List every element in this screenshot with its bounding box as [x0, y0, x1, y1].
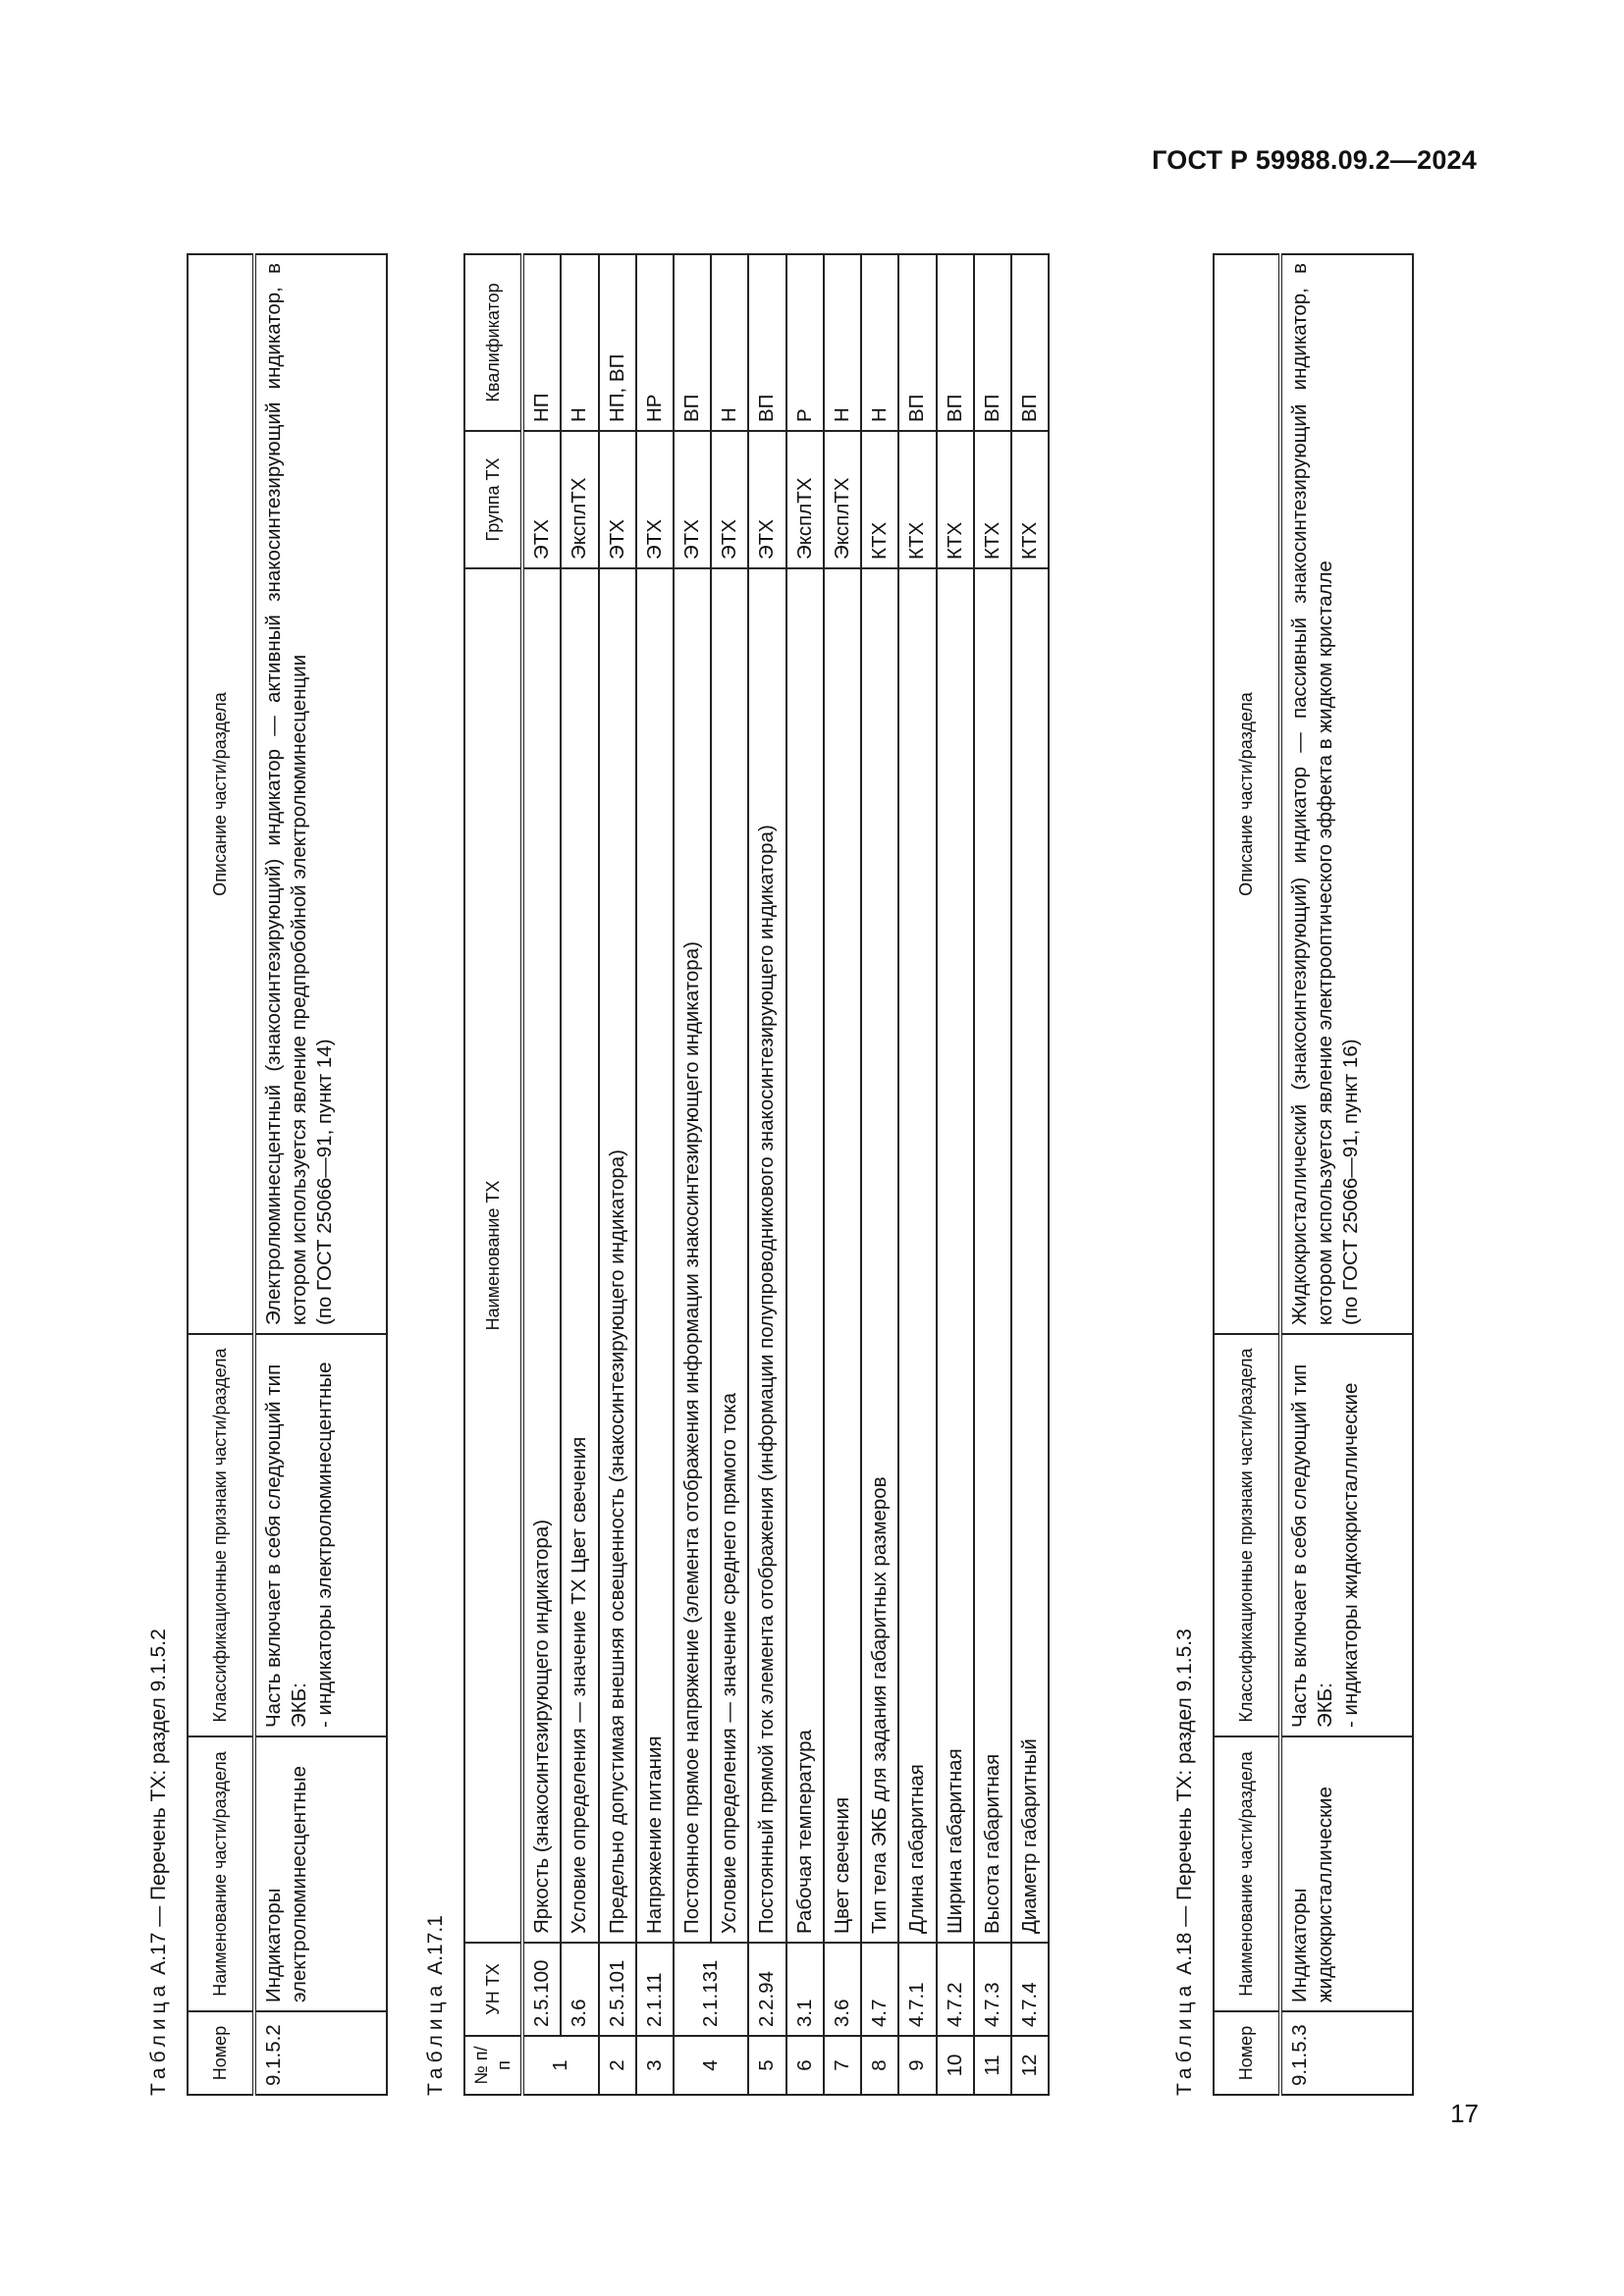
row-number: 6 [786, 2036, 824, 2095]
part-name: Индикаторы жидкокристаллические [1280, 1736, 1413, 2011]
part-name: Индикаторы электролюминесцентные [254, 1736, 387, 2011]
row-name: Тип тела ЭКБ для задания габаритных размеров [861, 568, 898, 1943]
part-number: 9.1.5.3 [1280, 2011, 1413, 2095]
row-number: 2 [599, 2036, 636, 2095]
header-number: Номер [1214, 2011, 1280, 2095]
header-classification: Классификационные признаки части/раздела [1214, 1334, 1280, 1736]
header-part-name: Наименование части/раздела [1214, 1736, 1280, 2011]
table-a17-1-caption: Таблица А.17.1 [424, 1915, 447, 2096]
row-group: КТХ [974, 431, 1011, 568]
part-classification: Часть включает в себя следующий тип ЭКБ: - индикаторы электролюминесцентные [254, 1334, 387, 1736]
row-group: ЭТХ [674, 431, 711, 568]
header-description: Описание части/раздела [188, 254, 254, 1334]
row-qualifier: ВП [748, 254, 785, 431]
part-classification: Часть включает в себя следующий тип ЭКБ: - индикаторы жидкокристаллические [1280, 1334, 1413, 1736]
row-qualifier: Н [711, 254, 748, 431]
row-name: Рабочая температура [786, 568, 824, 1943]
header-description: Описание части/раздела [1214, 254, 1280, 1334]
row-name: Условие определения — значение среднего прямого тока [711, 568, 748, 1943]
row-name: Условие определения — значение ТХ Цвет свечения [561, 568, 598, 1943]
row-group: КТХ [861, 431, 898, 568]
table-a17 [187, 253, 388, 2096]
row-qualifier: НР [636, 254, 674, 431]
row-code: 3.6 [561, 1943, 598, 2036]
row-number: 7 [824, 2036, 861, 2095]
row-code: 4.7.4 [1011, 1943, 1049, 2036]
header-qualifier: Квалификатор [464, 254, 522, 431]
row-group: ЭТХ [522, 431, 561, 568]
rotated-page-content [147, 231, 1473, 2096]
row-name: Ширина габаритная [937, 568, 974, 1943]
row-qualifier: Н [561, 254, 598, 431]
row-qualifier: НП [522, 254, 561, 431]
table-a18-caption: Таблица А.18 — Перечень ТХ: раздел 9.1.5.3 [1173, 1629, 1196, 2096]
row-number: 8 [861, 2036, 898, 2095]
row-qualifier: ВП [674, 254, 711, 431]
row-number: 12 [1011, 2036, 1049, 2095]
row-group: ЭТХ [748, 431, 785, 568]
row-name: Высота габаритная [974, 568, 1011, 1943]
row-number: 5 [748, 2036, 785, 2095]
header-group: Группа ТХ [464, 431, 522, 568]
row-number: 3 [636, 2036, 674, 2095]
row-group: КТХ [898, 431, 936, 568]
row-name: Постоянное прямое напряжение (элемента отображения информации знакосинтезирующего индикатора) [674, 568, 711, 1943]
row-group: ЭксплТХ [786, 431, 824, 568]
row-group: ЭксплТХ [824, 431, 861, 568]
row-qualifier: Н [861, 254, 898, 431]
row-number: 1 [522, 2036, 598, 2095]
row-qualifier: Р [786, 254, 824, 431]
table-a17-caption: Таблица А.17 — Перечень ТХ: раздел 9.1.5.2 [147, 1629, 170, 2096]
row-group: ЭТХ [636, 431, 674, 568]
row-number: 11 [974, 2036, 1011, 2095]
standard-designation: ГОСТ Р 59988.09.2—2024 [1152, 145, 1477, 175]
row-qualifier: ВП [898, 254, 936, 431]
row-name: Напряжение питания [636, 568, 674, 1943]
row-number: 4 [674, 2036, 748, 2095]
row-number: 9 [898, 2036, 936, 2095]
header-number: Номер [188, 2011, 254, 2095]
header-part-name: Наименование части/раздела [188, 1736, 254, 2011]
part-description: Жидкокристаллический (знакосинтезирующий) индикатор — пассивный знакосинтезирующий индикатор, в котором используется явление электрооптического эффекта в жидком кристалле (по ГОСТ 25066—91, пункт 16) [1280, 254, 1413, 1334]
row-code: 2.1.131 [674, 1943, 748, 2036]
table-a18 [1213, 253, 1414, 2096]
row-name: Диаметр габаритный [1011, 568, 1049, 1943]
row-code: 4.7.3 [974, 1943, 1011, 2036]
header-name: Наименование ТХ [464, 568, 522, 1943]
row-qualifier: ВП [1011, 254, 1049, 431]
header-classification: Классификационные признаки части/раздела [188, 1334, 254, 1736]
row-code: 2.5.101 [599, 1943, 636, 2036]
row-code: 2.1.11 [636, 1943, 674, 2036]
row-code: 4.7.1 [898, 1943, 936, 2036]
row-number: 10 [937, 2036, 974, 2095]
row-code: 2.2.94 [748, 1943, 785, 2036]
page-number: 17 [1450, 2099, 1479, 2128]
row-name: Предельно допустимая внешняя освещенность (знакосинтезирующего индикатора) [599, 568, 636, 1943]
row-name: Длина габаритная [898, 568, 936, 1943]
header-item-no: № п/п [464, 2036, 522, 2095]
row-code: 3.6 [824, 1943, 861, 2036]
row-group: КТХ [1011, 431, 1049, 568]
row-code: 3.1 [786, 1943, 824, 2036]
part-number: 9.1.5.2 [254, 2011, 387, 2095]
row-qualifier: ВП [937, 254, 974, 431]
row-group: ЭТХ [599, 431, 636, 568]
table-a17-1 [463, 253, 1050, 2096]
row-name: Цвет свечения [824, 568, 861, 1943]
row-code: 2.5.100 [522, 1943, 561, 2036]
row-qualifier: НП, ВП [599, 254, 636, 431]
row-name: Постоянный прямой ток элемента отображения (информации полупроводникового знакосинтезирующего индикатора) [748, 568, 785, 1943]
row-qualifier: ВП [974, 254, 1011, 431]
row-group: ЭксплТХ [561, 431, 598, 568]
row-code: 4.7.2 [937, 1943, 974, 2036]
row-group: ЭТХ [711, 431, 748, 568]
part-description: Электролюминесцентный (знакосинтезирующий) индикатор — активный знакосинтезирующий индикатор, в котором используется явление предпробойной электролюминесценции (по ГОСТ 25066—91, пункт 14) [254, 254, 387, 1334]
row-qualifier: Н [824, 254, 861, 431]
row-name: Яркость (знакосинтезирующего индикатора) [522, 568, 561, 1943]
header-code: УН ТХ [464, 1943, 522, 2036]
row-group: КТХ [937, 431, 974, 568]
row-code: 4.7 [861, 1943, 898, 2036]
